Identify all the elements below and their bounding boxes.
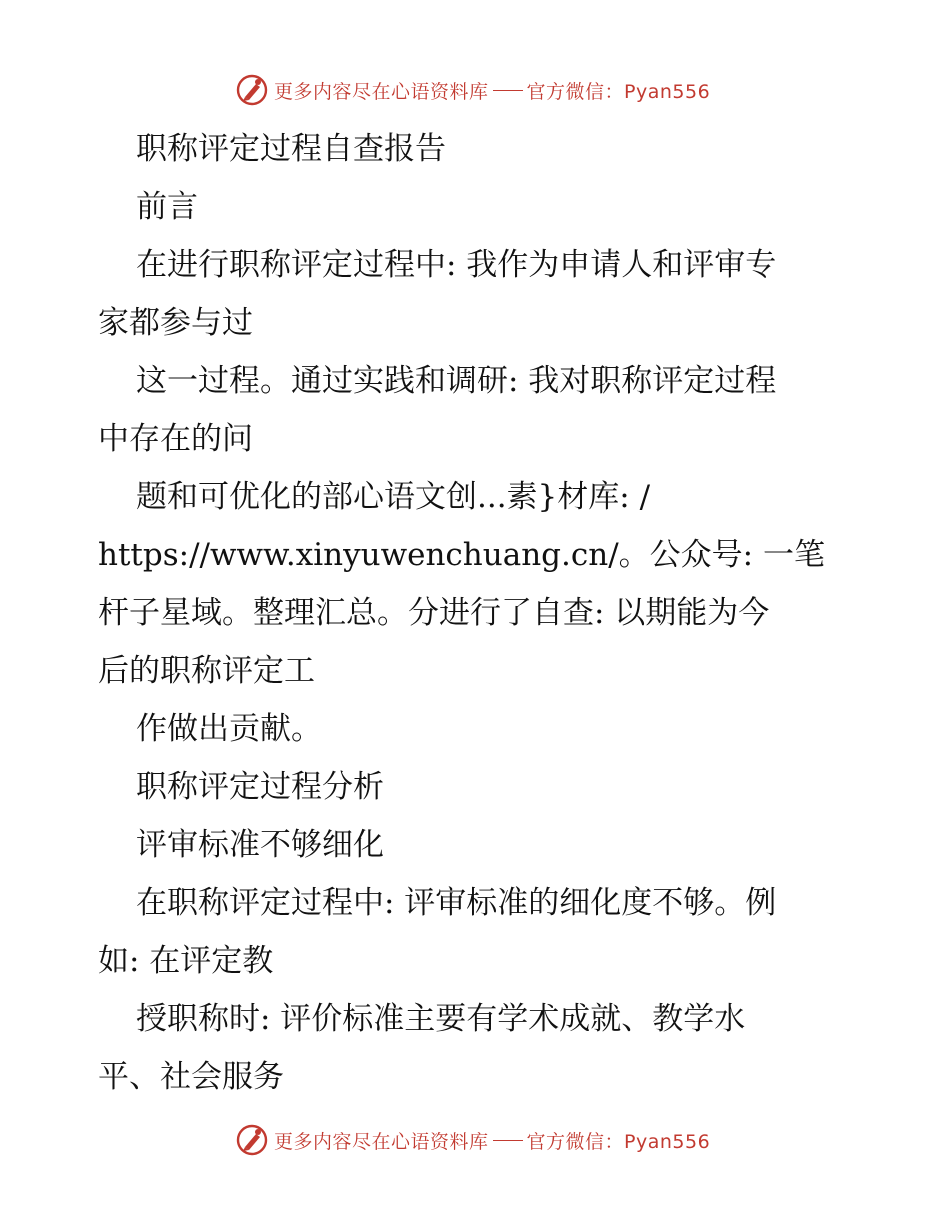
paragraph-line: 杆子星域。整理汇总。分进行了自查: 以期能为今 [98,595,770,631]
paragraph-line: 如: 在评定教 [98,943,274,979]
banner-divider [493,1140,523,1141]
paragraph-line: 授职称时: 评价标准主要有学术成就、教学水 [136,1001,746,1037]
section-heading-preface: 前言 [136,189,198,225]
pen-logo-icon [236,1124,268,1156]
paragraph-line: 这一过程。通过实践和调研: 我对职称评定过程 [136,363,777,399]
paragraph-line: 在进行职称评定过程中: 我作为申请人和评审专 [136,247,777,283]
paragraph-line: 平、社会服务 [98,1059,284,1095]
paragraph-line: 作做出贡献。 [136,711,322,747]
banner-wechat-text: 官方微信：Pyan556 [526,80,711,103]
paragraph-line: 家都参与过 [98,305,253,341]
pen-logo-icon [236,74,268,106]
header-watermark-banner [236,72,710,108]
paragraph-line: 中存在的问 [98,421,253,457]
paragraph-line: https://www.xinyuwenchuang.cn/。公众号: 一笔 [98,537,825,573]
banner-main-text: 更多内容尽在心语资料库 [274,80,489,103]
subsection-heading-criteria: 评审标准不够细化 [136,827,384,863]
banner-main-text: 更多内容尽在心语资料库 [274,1130,489,1153]
section-heading-analysis: 职称评定过程分析 [136,769,384,805]
document-title: 职称评定过程自查报告 [136,131,446,167]
banner-wechat-text: 官方微信：Pyan556 [526,1130,711,1153]
footer-watermark-banner [236,1122,710,1158]
paragraph-line: 后的职称评定工 [98,653,315,689]
banner-divider [493,90,523,91]
paragraph-line: 在职称评定过程中: 评审标准的细化度不够。例 [136,885,777,921]
document-body [98,120,858,1106]
paragraph-line: 题和可优化的部心语文创...素}材库: / [136,479,651,515]
